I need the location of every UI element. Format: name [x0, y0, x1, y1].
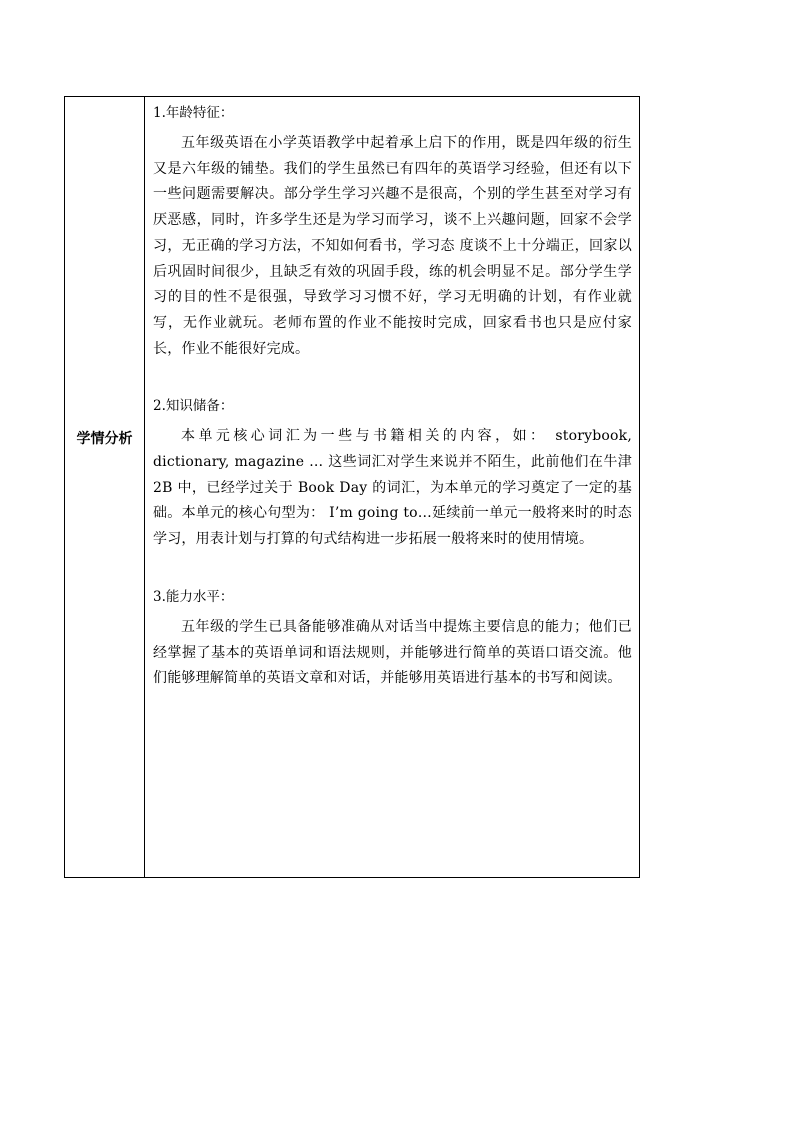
- row-label-cell: [65, 97, 145, 877]
- section-heading-knowledge: 2.知识储备：: [153, 398, 234, 415]
- section-heading-age: 1.年龄特征：: [153, 105, 234, 121]
- section-paragraph-age: 五年级英语在小学英语教学中起着承上启下的作用，既是四年级的衍生又是六年级的铺垫。我们的学生虽然已有四年的英语学习经验，但还有以下一些问题需要解决。部分学生学习兴趣不是很高，个别的学生甚至对学习有厌恶感，同时，许多学生还是为学习而学习，谈不上兴趣问题，回家不会学习，无正确的学习方法，不知如何看书，学习态 度谈不上十分端正，回家以后巩固时间很少，且缺乏有效的巩固手段，练的机会明显不足。部分学生学习的目的性不是很强，导致学习习惯不好，学习无明确的计划，有作业就写，无作业就玩。老师布置的作业不能按时完成，回家看书也只是应付家长，作业不能很好完成。: [153, 135, 632, 357]
- section-spacer: [153, 362, 632, 396]
- section-heading-ability: 3.能力水平：: [153, 588, 234, 605]
- row-label: 学情分析: [76, 431, 133, 447]
- content-cell: [145, 97, 639, 877]
- analysis-table: [64, 96, 640, 878]
- section-paragraph-knowledge: 本单元核心词汇为一些与书籍相关的内容，如： storybook, dictionary, magazine … 这些词汇对学生来说并不陌生，此前他们在牛津 2B 中，已经学过关于 Book Day 的词汇，为本单元的学习奠定了一定的基础。本单元的核心句型为： I’m going to…延续前一单元一般将来时的时态学习，用表计划与打算的句式结构进一步拓展一般将来时的使用情境。: [153, 428, 632, 548]
- section-paragraph-ability: 五年级的学生已具备能够准确从对话当中提炼主要信息的能力；他们已经掌握了基本的英语单词和语法规则，并能够进行简单的英语口语交流。他们能够理解简单的英语文章和对话，并能够用英语进行基本的书写和阅读。: [153, 618, 632, 687]
- section-spacer: [153, 553, 632, 587]
